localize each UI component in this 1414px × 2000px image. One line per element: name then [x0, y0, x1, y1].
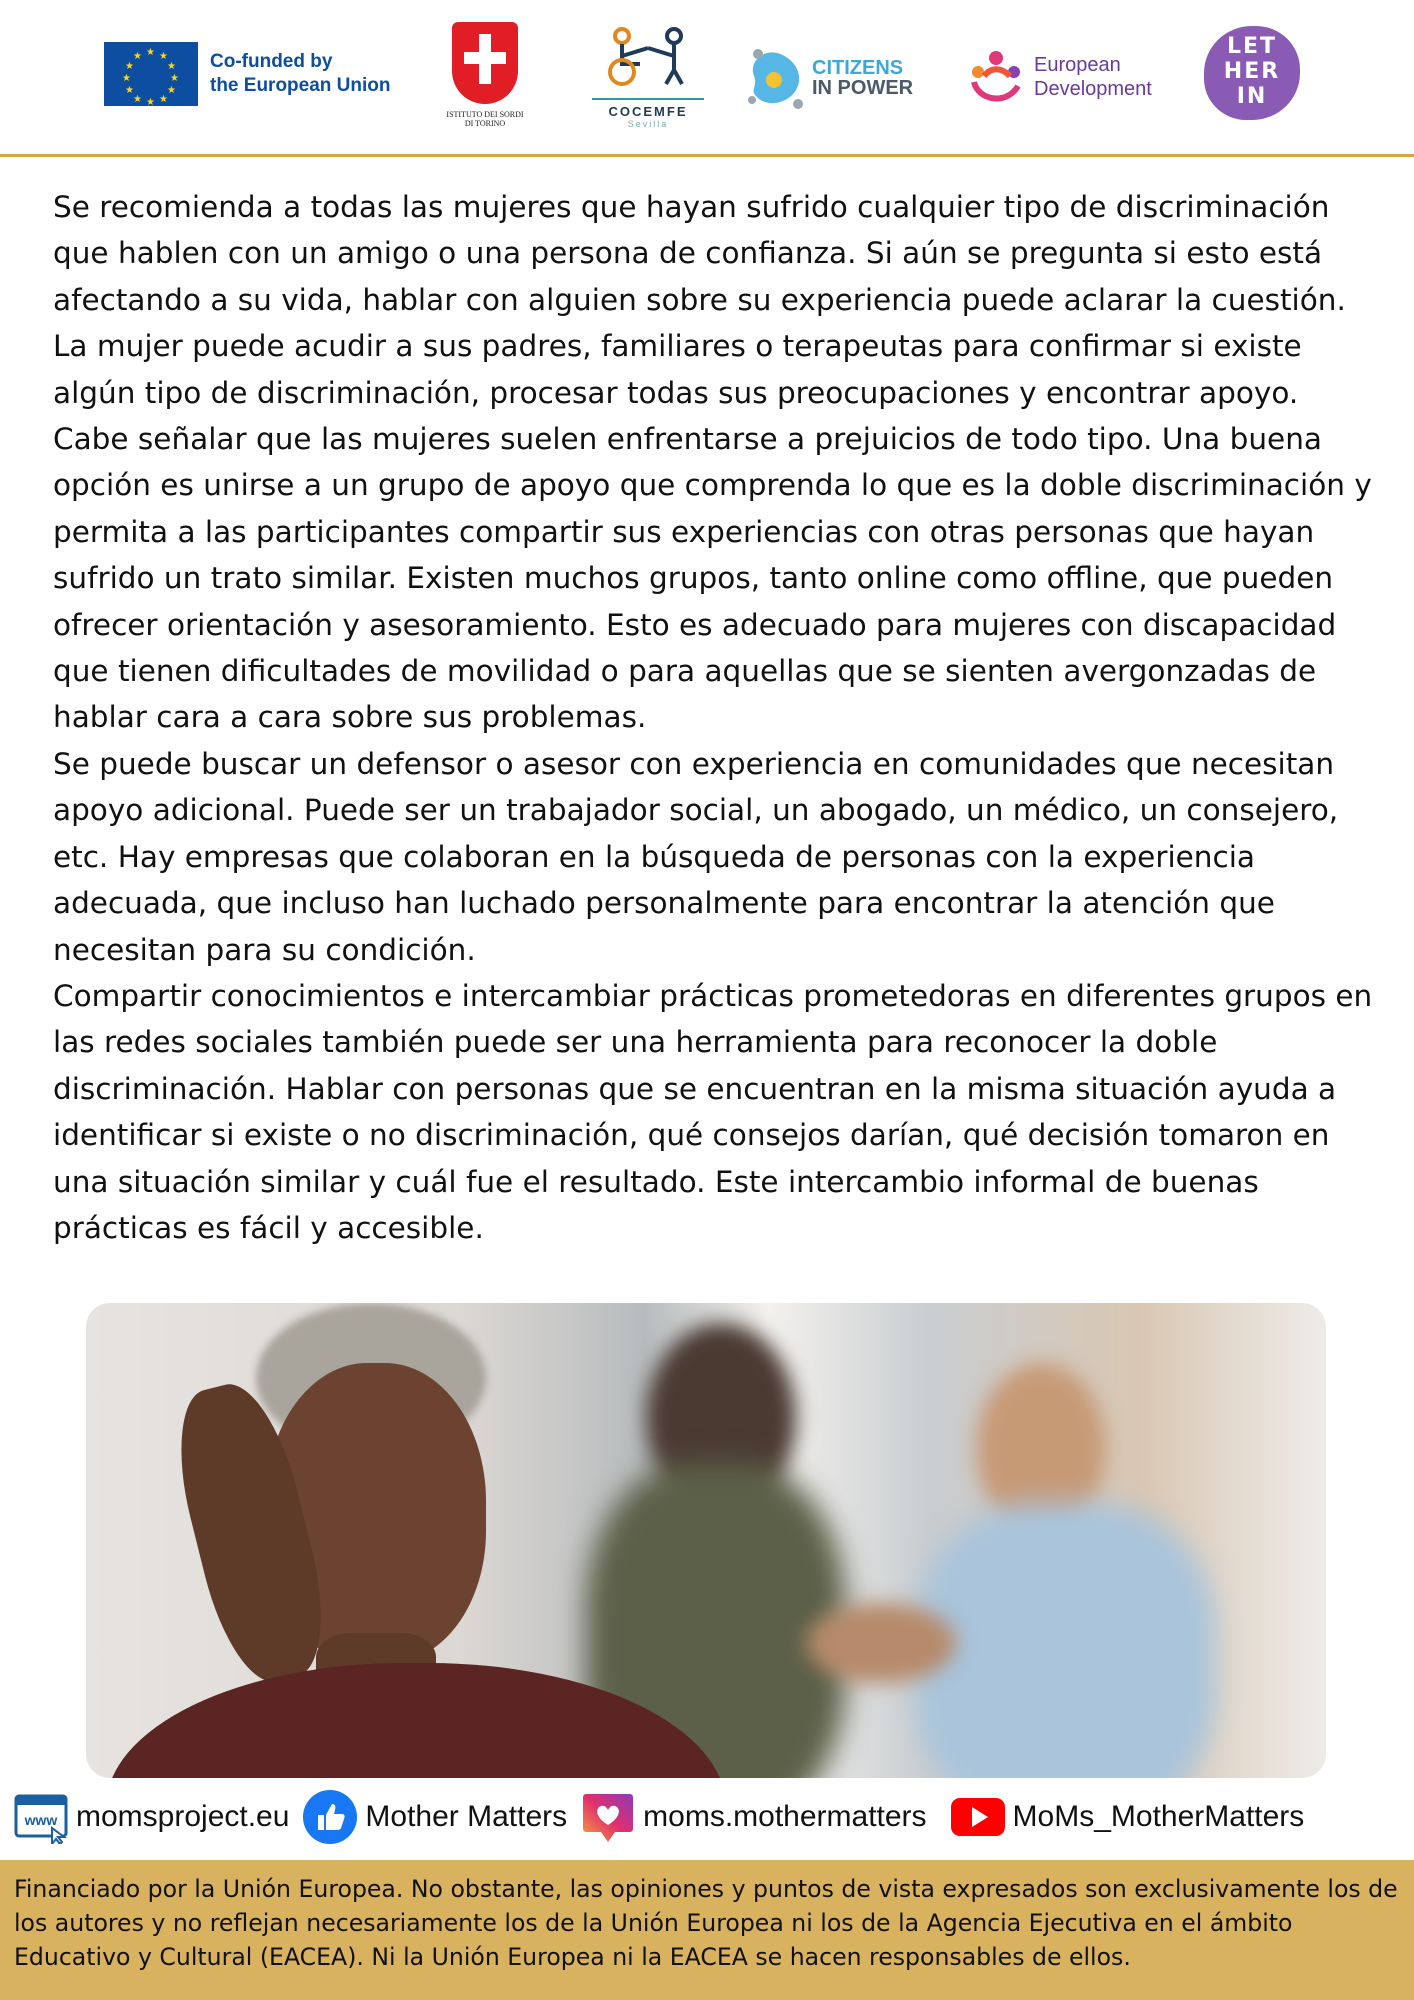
citizens-line1: CITIZENS	[812, 57, 904, 79]
citizens-blob-icon	[744, 46, 804, 110]
website-icon	[14, 1790, 68, 1844]
citizens-in-power-logo	[744, 46, 913, 110]
shield-cross-icon	[452, 22, 518, 104]
partner-logos-header	[0, 0, 1414, 157]
eudev-logo-text	[1034, 53, 1152, 101]
cocemfe-divider	[592, 98, 704, 100]
social-links	[14, 1790, 1404, 1844]
eu-logo-line1: Co-funded by	[210, 51, 333, 72]
sordi-line1: ISTITUTO DEI SORDI	[446, 110, 524, 119]
eu-logo-text	[210, 50, 391, 98]
eudev-line1: European	[1034, 54, 1121, 76]
facebook-link[interactable]	[303, 1790, 567, 1844]
lether-line1: LET	[1226, 34, 1278, 59]
paragraph-3: Se puede buscar un defensor o asesor con experiencia en comunidades que necesitan apoyo adicional. Puede ser un trabajador social, un abogado, un médico, un consejero, etc. Hay empresas que colaboran en la búsqueda de personas con la experiencia adecuada, que incluso han luchado personalmente para encontrar la atención que necesitan para su condición.	[53, 746, 1339, 967]
youtube-link[interactable]	[951, 1790, 1305, 1844]
instagram-link[interactable]	[581, 1790, 926, 1844]
sordi-logo-text	[440, 110, 530, 128]
citizens-logo-text	[812, 58, 913, 98]
website-label: momsproject.eu	[76, 1800, 290, 1833]
instagram-heart-icon	[581, 1790, 635, 1844]
cocemfe-logo	[592, 26, 704, 129]
people-circle-icon	[966, 46, 1026, 108]
photo-bg-handshake	[806, 1603, 956, 1683]
cocemfe-name: COCEMFE	[608, 104, 688, 119]
paragraph-1: Se recomienda a todas las mujeres que hayan sufrido cualquier tipo de discriminación que hablen con un amigo o una persona de confianza. Si aún se pregunta si esto está afectando a su vida, hablar con alguien sobre su experiencia puede aclarar la cuestión. La mujer puede acudir a sus padres, familiares o terapeutas para confirmar si existe algún tipo de discriminación, procesar todas sus preocupaciones y encontrar apoyo.	[53, 190, 1346, 410]
paragraph-4: Compartir conocimientos e intercambiar prácticas prometedoras en diferentes grupos en las redes sociales también puede ser una herramienta para reconocer la doble discriminación. Hablar con personas que se encuentran en la misma situación ayuda a identificar si existe o no discriminación, qué consejos darían, qué decisión tomaron en una situación similar y cuál fue el resultado. Este intercambio informal de buenas prácticas es fácil y accesible.	[53, 978, 1373, 1245]
funding-disclaimer	[0, 1860, 1414, 2000]
website-icon-text: www	[24, 1812, 58, 1828]
cocemfe-subtitle: Sevilla	[627, 119, 669, 129]
youtube-icon	[951, 1790, 1005, 1844]
article-photo	[86, 1303, 1326, 1778]
paragraph-2: Cabe señalar que las mujeres suelen enfrentarse a prejuicios de todo tipo. Una buena opción es unirse a un grupo de apoyo que comprenda lo que es la doble discriminación y permita a las participantes compartir sus experiencias con otras personas que hayan sufrido un trato similar. Existen muchos grupos, tanto online como offline, que pueden ofrecer orientación y asesoramiento. Esto es adecuado para mujeres con discapacidad que tienen dificultades de movilidad o para aquellas que se sienten avergonzadas de hablar cara a cara sobre sus problemas.	[53, 422, 1372, 735]
eudev-line2: Development	[1034, 78, 1152, 100]
website-link[interactable]	[14, 1790, 289, 1844]
eu-cofunded-logo	[104, 42, 391, 106]
instagram-label: moms.mothermatters	[643, 1800, 927, 1833]
disclaimer-text: Financiado por la Unión Europea. No obstante, las opiniones y puntos de vista expresados son exclusivamente los de los autores y no reflejan necesariamente los de la Unión Europea ni los de la Agencia Ejecutiva en el ámbito Educativo y Cultural (EACEA). Ni la Unión Europea ni la EACEA se hacen responsables de ellos.	[14, 1875, 1398, 1971]
photo-bg-shirt	[916, 1503, 1216, 1778]
let-her-in-logo	[1204, 26, 1300, 120]
european-development-logo	[966, 46, 1152, 108]
eu-logo-line2: the European Union	[210, 75, 391, 96]
istituto-sordi-logo	[440, 22, 530, 128]
facebook-like-icon	[303, 1790, 357, 1844]
cocemfe-figures-icon	[592, 26, 704, 88]
lether-line3: IN	[1236, 84, 1268, 109]
eu-flag-icon: ★ ★ ★ ★ ★ ★ ★ ★ ★ ★ ★ ★	[104, 42, 198, 106]
youtube-label: MoMs_MotherMatters	[1012, 1800, 1305, 1833]
citizens-line2: IN POWER	[812, 77, 914, 99]
lether-line2: HER	[1223, 59, 1281, 84]
facebook-label: Mother Matters	[365, 1800, 568, 1833]
sordi-line2: DI TORINO	[464, 119, 506, 128]
article-body	[53, 184, 1373, 1251]
